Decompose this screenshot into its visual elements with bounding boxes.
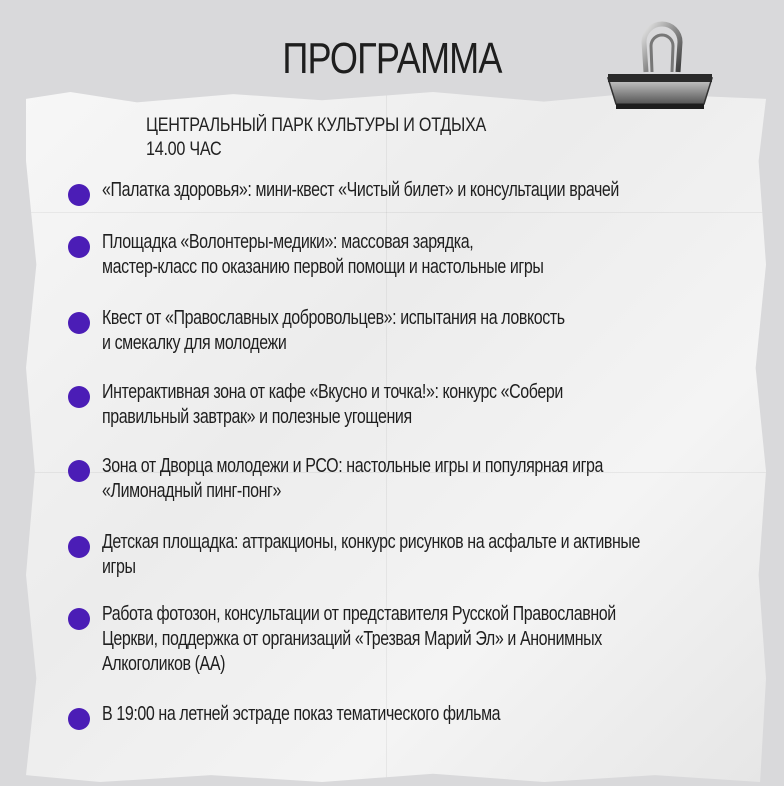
list-item-text: В 19:00 на летней эстраде показ тематического фильма: [102, 703, 501, 725]
program-subtitle: [146, 114, 486, 162]
list-item-text: «Палатка здоровья»: мини-квест «Чистый билет» и консультации врачей: [102, 179, 619, 201]
bullet-dot: [68, 460, 90, 482]
bullet-dot: [68, 608, 90, 630]
bullet-dot: [68, 312, 90, 334]
bullet-dot: [68, 184, 90, 206]
bullet-dot: [68, 536, 90, 558]
paper-crease: [26, 212, 766, 213]
list-item-text: Квест от «Православных добровольцев»: испытания на ловкость и смекалку для молодежи: [102, 307, 565, 354]
list-item-text: Интерактивная зона от кафе «Вкусно и точка!»: конкурс «Собери правильный завтрак» и полезные угощения: [102, 381, 563, 428]
bullet-dot: [68, 386, 90, 408]
binder-clip-icon: [600, 20, 720, 112]
bullet-dot: [68, 236, 90, 258]
list-item-text: Работа фотозон, консультации от представителя Русской Православной Церкви, поддержка от организаций «Трезвая Марий Эл» и Анонимных Алкоголиков (АА): [102, 603, 616, 675]
bullet-dot: [68, 708, 90, 730]
list-item-text: Детская площадка: аттракционы, конкурс рисунков на асфальте и активные игры: [102, 531, 641, 578]
list-item-text: Зона от Дворца молодежи и РСО: настольные игры и популярная игра «Лимонадный пинг-понг»: [102, 455, 604, 502]
location-label: ЦЕНТРАЛЬНЫЙ ПАРК КУЛЬТУРЫ И ОТДЫХА: [146, 115, 487, 136]
time-label: 14.00 ЧАС: [146, 139, 222, 160]
list-item-text: Площадка «Волонтеры-медики»: массовая зарядка, мастер-класс по оказанию первой помощи и настольные игры: [102, 231, 544, 278]
page-title: ПРОГРАММА: [282, 34, 502, 83]
